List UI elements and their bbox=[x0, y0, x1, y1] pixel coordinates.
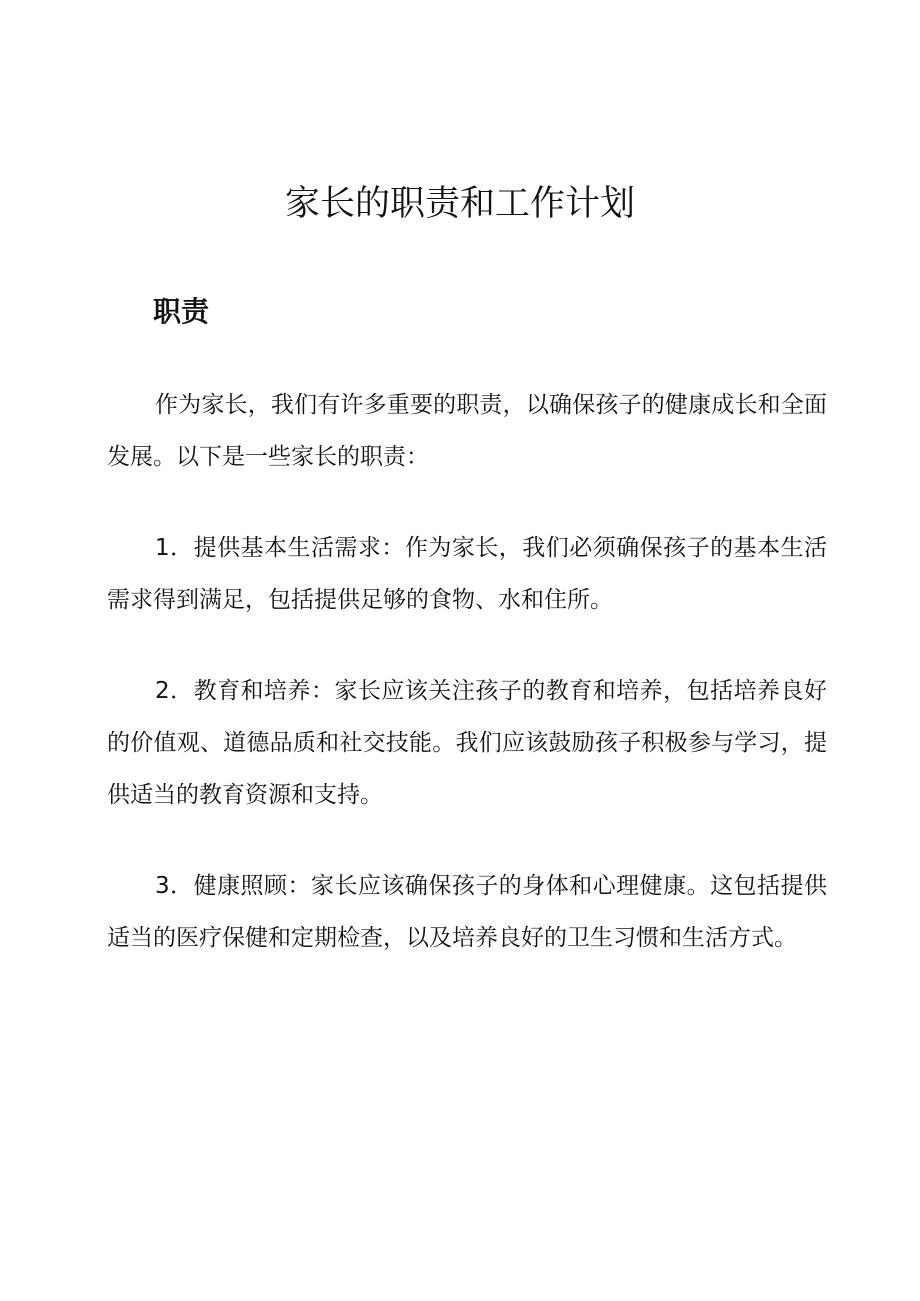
list-item-3: 3．健康照顾：家长应该确保孩子的身体和心理健康。这包括提供适当的医疗保健和定期检查，以及培养良好的卫生习惯和生活方式。 bbox=[107, 873, 827, 951]
list-item-1: 1．提供基本生活需求：作为家长，我们必须确保孩子的基本生活需求得到满足，包括提供足够的食物、水和住所。 bbox=[107, 535, 827, 613]
section-heading: 职责 bbox=[153, 295, 210, 328]
list-item-2: 2．教育和培养：家长应该关注孩子的教育和培养，包括培养良好的价值观、道德品质和社交技能。我们应该鼓励孩子积极参与学习，提供适当的教育资源和支持。 bbox=[107, 678, 827, 808]
document-title: 家长的职责和工作计划 bbox=[284, 184, 635, 224]
intro-paragraph: 作为家长，我们有许多重要的职责，以确保孩子的健康成长和全面发展。以下是一些家长的职责： bbox=[107, 392, 827, 470]
